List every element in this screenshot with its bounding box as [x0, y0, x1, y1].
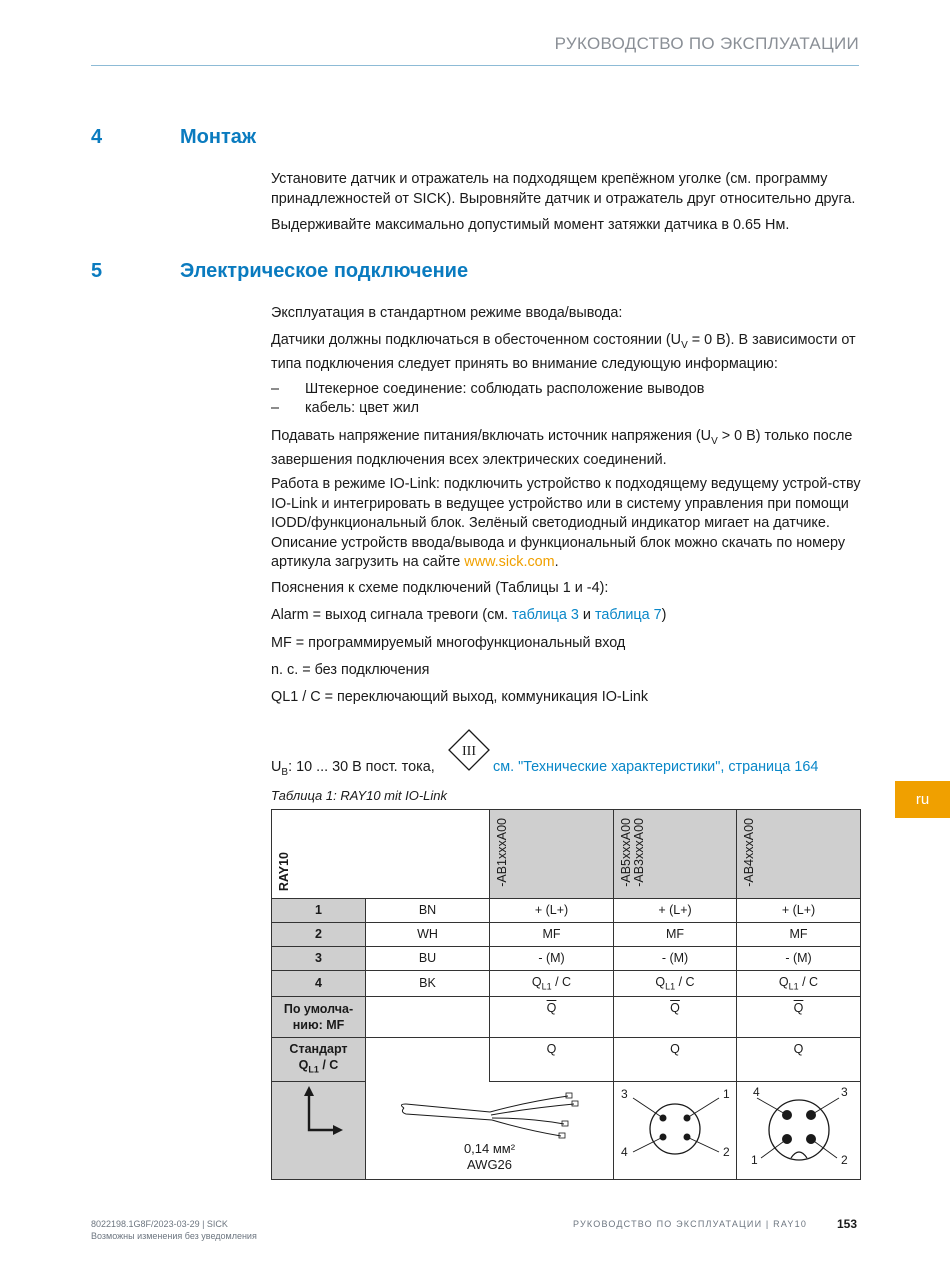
table-7-link[interactable]: таблица 7 — [594, 607, 662, 623]
cable-awg: AWG26 — [466, 1156, 513, 1172]
section-5-paragraph-3: Подавать напряжение питания/включать источник напряжения ($U_V > 0$ В) только после завершения подключения всех электрических соединений. — [271, 428, 853, 469]
table-row: 4 BK $Q_{L1}$ / C $Q_{L1}$ / C $Q_{L1}$ / C — [272, 970, 861, 996]
svg-text:4: 4 — [752, 1084, 760, 1099]
header-divider — [91, 65, 859, 66]
svg-text:1: 1 — [723, 1086, 730, 1101]
section-5-number: 5 — [91, 260, 103, 282]
svg-text:2: 2 — [723, 1144, 730, 1159]
connector-1-cell — [614, 1081, 737, 1179]
connector-4pin-icon — [615, 1082, 735, 1176]
table-row: 2 WH MF MF MF — [272, 922, 861, 946]
cable-icon — [396, 1090, 596, 1140]
language-tab-ru[interactable]: ru — [895, 781, 950, 818]
footer-disclaimer: Возможны изменения без уведомления — [91, 1231, 257, 1241]
svg-text:4: 4 — [621, 1144, 628, 1159]
header-ab4: -AB4xxxA00 — [737, 810, 861, 899]
svg-text:2: 2 — [840, 1152, 848, 1167]
table-row-standard: Стандарт $Q_{L1}$ / C Q Q Q — [272, 1037, 861, 1081]
table-header-row — [272, 810, 861, 899]
connection-direction-icon — [273, 1082, 365, 1142]
table-row-connection-diagrams — [272, 1081, 861, 1179]
footer-doc-id: 8022198.1G8F/2023-03-29 | SICK — [91, 1219, 228, 1229]
table-corner-cell: RAY10 — [272, 810, 366, 899]
section-5-title: Электрическое подключение — [180, 260, 469, 282]
connector-m12-icon — [739, 1082, 859, 1176]
connector-2-cell — [737, 1081, 861, 1179]
svg-text:1: 1 — [750, 1152, 758, 1167]
section-5-paragraph-2: Датчики должны подключаться в обесточенном состоянии ($U_V = 0$ В). В зависимости от типа подключения следует принять во внимание следующую информацию: — [271, 332, 856, 373]
table-row: 3 BU - (M) - (M) - (M) — [272, 946, 861, 970]
supply-voltage-text: $U_B$: 10 ... 30 В пост. тока, — [271, 759, 435, 778]
svg-text:III: III — [462, 744, 476, 759]
cable-diagram-cell — [366, 1081, 614, 1179]
section-4-number: 4 — [91, 126, 103, 148]
page-number: 153 — [837, 1217, 858, 1231]
footer-title: РУКОВОДСТВО ПО ЭКСПЛУАТАЦИИ | RAY10 — [573, 1219, 808, 1229]
header-ab3-ab5: -AB5xxxA00-AB3xxxA00 — [614, 810, 737, 899]
table-row-default: По умолча-нию: MF $\overline{Q}$ $\overline{Q}$ $\overline{Q}$ — [272, 996, 861, 1037]
bullet-item-plug: – Штекерное соединение: соблюдать расположение выводов — [271, 381, 705, 397]
section-5-paragraph-9: QL1 / C = переключающий выход, коммуникация IO-Link — [271, 689, 649, 705]
page-header-title: РУКОВОДСТВО ПО ЭКСПЛУАТАЦИИ — [554, 34, 859, 53]
section-5-paragraph-4: Работа в режиме IO-Link: подключить устройство к подходящему ведущему устрой-ству IO-Link и интегрировать в ведущее устройство или в систему управления при помощи IODD/функциональный блок. Зелёный светодиодный индикатор мигает на датчике. Описание устройств ввода/вывода и функциональный блок можно скачать по номеру артикула загрузить на сайте www.sick.com. — [271, 476, 861, 570]
header-ab1: -AB1xxxA00 — [490, 810, 614, 899]
connection-arrow-cell — [272, 1081, 366, 1179]
table-3-link[interactable]: таблица 3 — [512, 607, 579, 623]
section-5-paragraph-7: MF = программируемый многофункциональный вход — [271, 635, 626, 651]
section-5-paragraph-8: n. c. = без подключения — [271, 662, 430, 678]
section-4-paragraph-2: Выдерживайте максимально допустимый момент затяжки датчика в 0.65 Нм. — [271, 217, 790, 233]
sick-website-link[interactable]: www.sick.com — [464, 554, 555, 570]
section-5-paragraph-1: Эксплуатация в стандартном режиме ввода/вывода: — [271, 305, 623, 321]
svg-text:3: 3 — [621, 1086, 628, 1101]
protection-class-diamond-icon — [447, 728, 491, 772]
section-4-paragraph-1: Установите датчик и отражатель на подходящем крепёжном уголке (см. программу принадлежностей от SICK). Выровняйте датчик и отражатель друг относительно друга. — [271, 171, 856, 207]
pin-assignment-table — [271, 809, 861, 1180]
technical-data-link[interactable]: см. "Технические характеристики", страница 164 — [493, 759, 819, 775]
footer-left — [91, 1218, 257, 1242]
section-5-paragraph-5: Пояснения к схеме подключений (Таблицы 1 и -4): — [271, 580, 609, 596]
cable-cross-section: 0,14 мм² — [463, 1140, 516, 1156]
bullet-item-cable: – кабель: цвет жил — [271, 400, 420, 416]
table-row: 1 BN + (L+) + (L+) + (L+) — [272, 898, 861, 922]
section-5-paragraph-6: Alarm = выход сигнала тревоги (см. таблица 3 и таблица 7) — [271, 607, 667, 623]
section-4-title: Монтаж — [180, 126, 257, 148]
table-caption: Таблица 1: RAY10 mit IO-Link — [271, 788, 448, 803]
svg-text:3: 3 — [840, 1084, 848, 1099]
